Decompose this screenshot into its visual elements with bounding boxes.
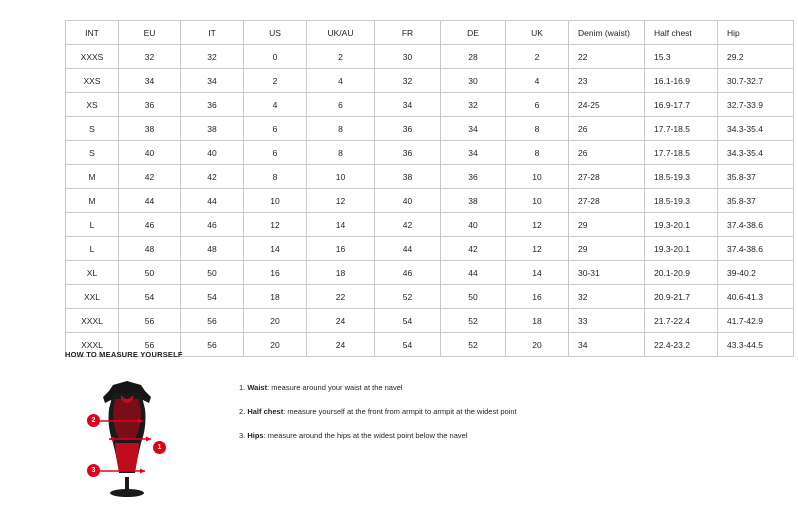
mannequin-svg bbox=[65, 369, 185, 499]
table-cell: 44 bbox=[441, 261, 506, 285]
table-cell: 18.5-19.3 bbox=[645, 165, 718, 189]
table-cell: 30 bbox=[441, 69, 506, 93]
table-cell: 8 bbox=[307, 117, 375, 141]
table-cell: 16 bbox=[307, 237, 375, 261]
table-cell: 54 bbox=[375, 309, 441, 333]
table-cell: 56 bbox=[119, 333, 181, 357]
table-cell: XXS bbox=[66, 69, 119, 93]
table-cell: 32.7-33.9 bbox=[718, 93, 794, 117]
table-cell: 41.7-42.9 bbox=[718, 309, 794, 333]
table-cell: XXXL bbox=[66, 309, 119, 333]
table-cell: 37.4-38.6 bbox=[718, 237, 794, 261]
table-cell: 48 bbox=[119, 237, 181, 261]
table-cell: 46 bbox=[375, 261, 441, 285]
table-cell: 44 bbox=[375, 237, 441, 261]
table-cell: 17.7-18.5 bbox=[645, 141, 718, 165]
table-cell: 29 bbox=[569, 213, 645, 237]
table-cell: 8 bbox=[506, 141, 569, 165]
table-cell: 30-31 bbox=[569, 261, 645, 285]
table-cell: 20.9-21.7 bbox=[645, 285, 718, 309]
table-cell: 44 bbox=[181, 189, 244, 213]
column-header-uk-au: UK/AU bbox=[307, 21, 375, 45]
table-cell: 10 bbox=[506, 189, 569, 213]
table-cell: 26 bbox=[569, 141, 645, 165]
table-cell: 32 bbox=[119, 45, 181, 69]
table-cell: 18 bbox=[307, 261, 375, 285]
table-cell: 10 bbox=[506, 165, 569, 189]
table-cell: 12 bbox=[506, 237, 569, 261]
table-cell: 38 bbox=[119, 117, 181, 141]
table-cell: 8 bbox=[244, 165, 307, 189]
table-cell: 32 bbox=[181, 45, 244, 69]
table-cell: 22.4-23.2 bbox=[645, 333, 718, 357]
table-cell: XXXS bbox=[66, 45, 119, 69]
table-cell: 40 bbox=[375, 189, 441, 213]
table-cell: S bbox=[66, 117, 119, 141]
table-cell: 38 bbox=[375, 165, 441, 189]
table-cell: 18 bbox=[506, 309, 569, 333]
table-cell: XXXL bbox=[66, 333, 119, 357]
table-cell: 16.1-16.9 bbox=[645, 69, 718, 93]
table-cell: 18.5-19.3 bbox=[645, 189, 718, 213]
table-cell: 15.3 bbox=[645, 45, 718, 69]
badge-waist: 1 bbox=[153, 441, 166, 454]
table-cell: L bbox=[66, 213, 119, 237]
table-cell: 32 bbox=[569, 285, 645, 309]
table-cell: 52 bbox=[441, 333, 506, 357]
table-cell: L bbox=[66, 237, 119, 261]
table-cell: 27-28 bbox=[569, 165, 645, 189]
size-chart-table-wrapper bbox=[65, 20, 763, 357]
table-cell: 43.3-44.5 bbox=[718, 333, 794, 357]
table-cell: 44 bbox=[119, 189, 181, 213]
table-cell: 10 bbox=[307, 165, 375, 189]
table-cell: 42 bbox=[119, 165, 181, 189]
table-cell: 8 bbox=[307, 141, 375, 165]
column-header-denim-waist: Denim (waist) bbox=[569, 21, 645, 45]
measure-note-3: 3. Hips: measure around the hips at the widest point below the navel bbox=[239, 431, 468, 440]
table-cell: 4 bbox=[506, 69, 569, 93]
table-cell: 36 bbox=[375, 117, 441, 141]
table-cell: 50 bbox=[119, 261, 181, 285]
table-cell: 35.8-37 bbox=[718, 189, 794, 213]
table-cell: 33 bbox=[569, 309, 645, 333]
table-cell: 28 bbox=[441, 45, 506, 69]
table-cell: 37.4-38.6 bbox=[718, 213, 794, 237]
table-cell: M bbox=[66, 189, 119, 213]
column-header-hip: Hip bbox=[718, 21, 794, 45]
table-cell: 54 bbox=[181, 285, 244, 309]
table-cell: 12 bbox=[307, 189, 375, 213]
table-cell: 4 bbox=[307, 69, 375, 93]
measure-note-2: 2. Half chest: measure yourself at the front from armpit to armpit at the widest point bbox=[239, 407, 517, 416]
column-header-de: DE bbox=[441, 21, 506, 45]
table-cell: 34 bbox=[375, 93, 441, 117]
table-cell: 20.1-20.9 bbox=[645, 261, 718, 285]
column-header-uk: UK bbox=[506, 21, 569, 45]
table-cell: 40 bbox=[119, 141, 181, 165]
table-cell: 2 bbox=[307, 45, 375, 69]
table-cell: 39-40.2 bbox=[718, 261, 794, 285]
table-cell: 56 bbox=[181, 309, 244, 333]
table-cell: 0 bbox=[244, 45, 307, 69]
table-cell: 12 bbox=[506, 213, 569, 237]
column-header-int: INT bbox=[66, 21, 119, 45]
table-cell: 22 bbox=[307, 285, 375, 309]
table-cell: 46 bbox=[119, 213, 181, 237]
table-cell: 36 bbox=[181, 93, 244, 117]
table-cell: 34 bbox=[441, 117, 506, 141]
table-cell: 6 bbox=[307, 93, 375, 117]
table-cell: 22 bbox=[569, 45, 645, 69]
table-cell: 2 bbox=[506, 45, 569, 69]
badge-hips: 3 bbox=[87, 464, 100, 477]
table-cell: 14 bbox=[506, 261, 569, 285]
column-header-eu: EU bbox=[119, 21, 181, 45]
table-cell: 2 bbox=[244, 69, 307, 93]
table-cell: 24 bbox=[307, 333, 375, 357]
table-cell: 18 bbox=[244, 285, 307, 309]
table-cell: 36 bbox=[441, 165, 506, 189]
table-cell: 19.3-20.1 bbox=[645, 213, 718, 237]
table-cell: 36 bbox=[375, 141, 441, 165]
column-header-it: IT bbox=[181, 21, 244, 45]
table-cell: 34 bbox=[119, 69, 181, 93]
badge-half-chest: 2 bbox=[87, 414, 100, 427]
table-row bbox=[66, 117, 794, 141]
table-cell: 48 bbox=[181, 237, 244, 261]
table-cell: 32 bbox=[375, 69, 441, 93]
table-cell: 14 bbox=[307, 213, 375, 237]
table-row bbox=[66, 141, 794, 165]
table-cell: 23 bbox=[569, 69, 645, 93]
table-row bbox=[66, 93, 794, 117]
table-cell: 50 bbox=[441, 285, 506, 309]
table-body bbox=[66, 45, 794, 357]
table-cell: XS bbox=[66, 93, 119, 117]
table-row bbox=[66, 261, 794, 285]
table-cell: 52 bbox=[441, 309, 506, 333]
table-cell: 36 bbox=[119, 93, 181, 117]
table-cell: 34 bbox=[569, 333, 645, 357]
table-cell: 14 bbox=[244, 237, 307, 261]
table-row bbox=[66, 213, 794, 237]
table-cell: 16.9-17.7 bbox=[645, 93, 718, 117]
table-cell: 42 bbox=[181, 165, 244, 189]
table-cell: 42 bbox=[375, 213, 441, 237]
table-cell: 6 bbox=[244, 141, 307, 165]
table-cell: 34 bbox=[181, 69, 244, 93]
table-cell: 24-25 bbox=[569, 93, 645, 117]
table-cell: XL bbox=[66, 261, 119, 285]
table-cell: 30 bbox=[375, 45, 441, 69]
table-cell: 4 bbox=[244, 93, 307, 117]
table-cell: 20 bbox=[244, 309, 307, 333]
table-cell: 34.3-35.4 bbox=[718, 117, 794, 141]
column-header-us: US bbox=[244, 21, 307, 45]
table-cell: 12 bbox=[244, 213, 307, 237]
table-cell: 20 bbox=[506, 333, 569, 357]
table-cell: 38 bbox=[181, 117, 244, 141]
measure-note-1: 1. Waist: measure around your waist at the navel bbox=[239, 383, 403, 392]
table-header-row bbox=[66, 21, 794, 45]
mannequin-illustration bbox=[65, 369, 185, 499]
table-cell: 54 bbox=[119, 285, 181, 309]
table-row bbox=[66, 165, 794, 189]
table-cell: 42 bbox=[441, 237, 506, 261]
table-row bbox=[66, 189, 794, 213]
column-header-half-chest: Half chest bbox=[645, 21, 718, 45]
size-chart-table bbox=[65, 20, 794, 357]
table-row bbox=[66, 45, 794, 69]
table-cell: 38 bbox=[441, 189, 506, 213]
column-header-fr: FR bbox=[375, 21, 441, 45]
table-cell: 56 bbox=[119, 309, 181, 333]
measure-notes-list bbox=[239, 369, 517, 453]
how-to-measure-body bbox=[65, 369, 765, 499]
table-cell: 34 bbox=[441, 141, 506, 165]
table-cell: 6 bbox=[506, 93, 569, 117]
table-cell: 8 bbox=[506, 117, 569, 141]
table-cell: 29 bbox=[569, 237, 645, 261]
table-cell: 16 bbox=[244, 261, 307, 285]
table-cell: 40 bbox=[441, 213, 506, 237]
table-cell: 56 bbox=[181, 333, 244, 357]
table-row bbox=[66, 309, 794, 333]
table-row bbox=[66, 69, 794, 93]
table-cell: S bbox=[66, 141, 119, 165]
table-cell: 40 bbox=[181, 141, 244, 165]
table-cell: 21.7-22.4 bbox=[645, 309, 718, 333]
table-cell: 24 bbox=[307, 309, 375, 333]
table-cell: 54 bbox=[375, 333, 441, 357]
table-cell: 40.6-41.3 bbox=[718, 285, 794, 309]
table-cell: 26 bbox=[569, 117, 645, 141]
table-cell: 34.3-35.4 bbox=[718, 141, 794, 165]
table-cell: 35.8-37 bbox=[718, 165, 794, 189]
table-cell: 46 bbox=[181, 213, 244, 237]
table-cell: 20 bbox=[244, 333, 307, 357]
table-cell: 29.2 bbox=[718, 45, 794, 69]
table-cell: M bbox=[66, 165, 119, 189]
table-cell: 30.7-32.7 bbox=[718, 69, 794, 93]
how-to-measure-title: HOW TO MEASURE YOURSELF bbox=[65, 350, 183, 359]
table-cell: 16 bbox=[506, 285, 569, 309]
table-cell: 17.7-18.5 bbox=[645, 117, 718, 141]
how-to-measure-section bbox=[65, 350, 765, 499]
table-cell: 19.3-20.1 bbox=[645, 237, 718, 261]
table-cell: 50 bbox=[181, 261, 244, 285]
table-cell: 52 bbox=[375, 285, 441, 309]
table-row bbox=[66, 285, 794, 309]
table-cell: 10 bbox=[244, 189, 307, 213]
table-cell: 32 bbox=[441, 93, 506, 117]
table-cell: XXL bbox=[66, 285, 119, 309]
table-row bbox=[66, 237, 794, 261]
table-cell: 6 bbox=[244, 117, 307, 141]
table-cell: 27-28 bbox=[569, 189, 645, 213]
